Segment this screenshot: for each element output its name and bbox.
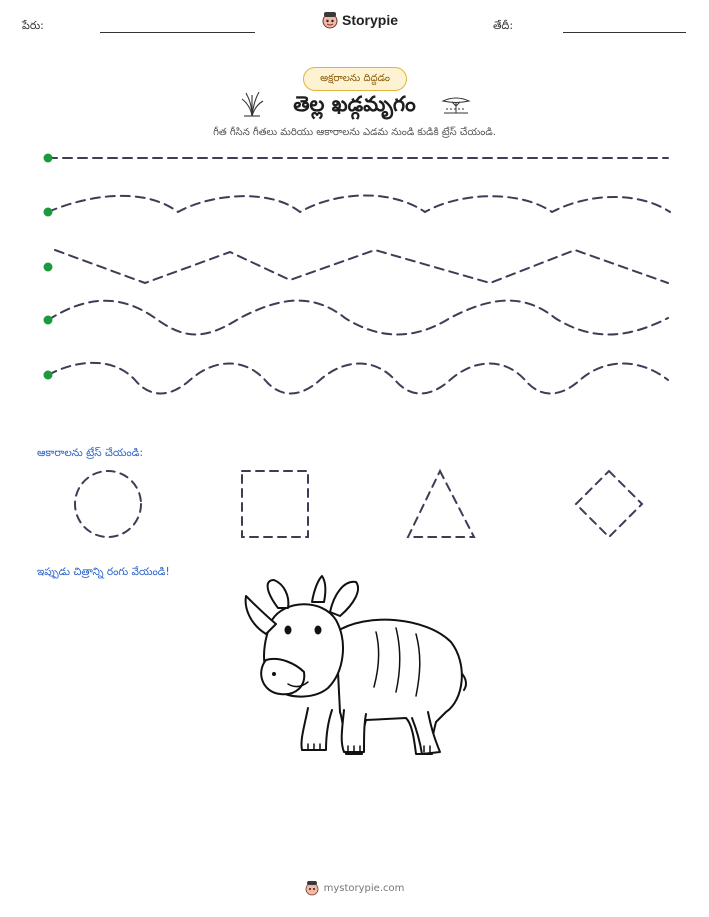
- trace-line-wave[interactable]: [48, 301, 668, 335]
- page-title: తెల్ల ఖడ్గమృగం: [293, 92, 416, 116]
- start-dot: [44, 263, 53, 272]
- trace-line-zigzag[interactable]: [55, 250, 668, 283]
- mascot-icon: [322, 11, 338, 29]
- name-write-line[interactable]: [100, 32, 255, 33]
- savanna-tree-icon: [440, 95, 472, 115]
- brand-name: Storypie: [342, 12, 399, 28]
- brand-logo: [322, 11, 398, 29]
- footer: [0, 880, 709, 896]
- trace-diamond[interactable]: [576, 471, 642, 537]
- start-dot: [44, 371, 53, 380]
- shapes-heading: ఆకారాలను ట్రేస్ చేయండి:: [37, 447, 144, 459]
- mascot-icon: [305, 880, 319, 896]
- shapes-area: [0, 460, 709, 545]
- start-dot: [44, 208, 53, 217]
- name-label: పేరు:: [22, 19, 44, 32]
- start-dot: [44, 154, 53, 163]
- date-label: తేదీ:: [493, 19, 514, 32]
- coloring-heading: ఇప్పుడు చిత్రాన్ని రంగు వేయండి!: [37, 566, 170, 578]
- rhino-coloring-illustration[interactable]: [236, 572, 472, 762]
- trace-line-gentle-wave[interactable]: [48, 195, 670, 212]
- instructions: గీత గీసిన గీతలు మరియు ఆకారాలను ఎడమ నుండి కుడికి ట్రేస్ చేయండి.: [213, 127, 496, 138]
- trace-circle[interactable]: [75, 471, 141, 537]
- start-dot: [44, 316, 53, 325]
- trace-square[interactable]: [242, 471, 308, 537]
- trace-triangle[interactable]: [408, 471, 474, 537]
- worksheet-badge: అక్షరాలను దిద్దడం: [303, 67, 407, 91]
- trace-line-deep-wave[interactable]: [48, 363, 668, 394]
- date-write-line[interactable]: [563, 32, 686, 33]
- footer-site: mystorypie.com: [323, 882, 405, 894]
- tracing-lines-area: [0, 140, 709, 400]
